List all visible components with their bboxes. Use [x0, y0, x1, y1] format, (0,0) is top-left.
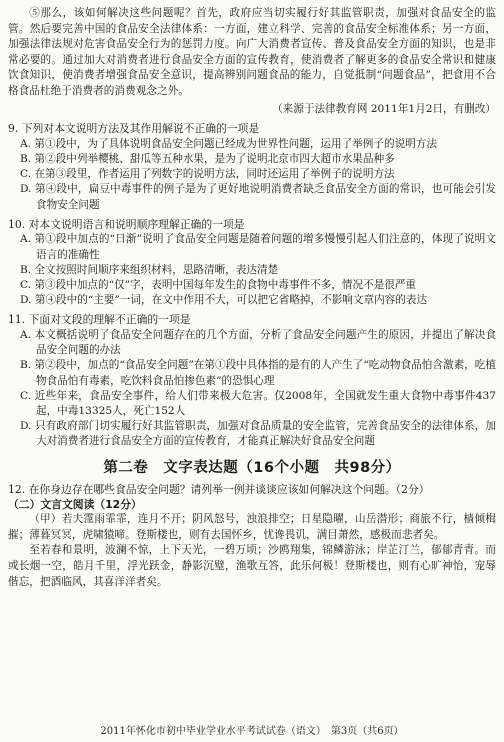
- option-a: A. 第①段中加点的“日渐”说明了食品安全问题是随着问题的增多慢慢引起人们注意的，体现了说明文语言的准确性: [20, 233, 496, 261]
- option-d: D. 只有政府部门切实履行好其监管职责，加强对食品质量的安全监管，完善食品安全的法律体系，加大对消费者进行食品安全方面的宣传教育，才能真正解决好食品安全问题: [20, 420, 496, 448]
- option-a: A. 第①段中，为了具体说明食品安全问题已经成为世界性问题，运用了举例子的说明方法: [20, 137, 437, 150]
- question-12: 12. 在你身边存在哪些食品安全问题？请列举一例并谈谈应该如何解决这个问题。（2分）: [8, 482, 430, 496]
- question-11: [8, 312, 496, 449]
- classical-reading-heading: （二）文言文阅读（12分）: [8, 498, 142, 512]
- passage-source: （来源于法律教育网 2011年1月2日，有删改）: [272, 102, 496, 115]
- question-stem: 11. 下面对文段的理解不正确的一项是: [8, 313, 191, 327]
- option-b: B. 第②段中列举樱桃、甜瓜等五种水果，是为了说明北京市四大超市水果品种多: [20, 152, 395, 165]
- part-2-title: 第二卷 文字表达题（16个小题 共98分）: [103, 459, 401, 476]
- question-10: [8, 217, 496, 309]
- option-d: D. 第④段中，扁豆中毒事件的例子是为了更好地说明消费者缺乏食品安全方面的常识，也可能会引发食物安全问题: [20, 183, 496, 211]
- question-9: [8, 121, 496, 213]
- option-c: C. 在第③段里，作者运用了列数字的说明方法，同时还运用了举例子的说明方法: [20, 168, 395, 181]
- question-stem: 9. 下列对本文说明方法及其作用解说不正确的一项是: [8, 122, 260, 136]
- option-b: B. 第②段中，加点的“食品安全问题”在第①段中具体指的是有的人产生了“吃动物食品怕含激素，吃植物食品怕有毒素，吃饮料食品怕掺色素”的恐惧心理: [20, 359, 496, 387]
- question-stem: 10. 对本文说明语言和说明顺序理解正确的一项是: [8, 217, 245, 231]
- page-footer: 2011年怀化市初中毕业学业水平考试试卷（语文） 第3页（共6页）: [100, 726, 404, 737]
- option-c: C. 第③段中加点的“仅”字，表明中国每年发生的食物中毒事件不多，情况不是很严重: [20, 278, 417, 291]
- option-c: C. 近些年来，食品安全事件，给人们带来极大危害。仅2008年，全国就发生重大食物中毒事件437起，中毒13325人，死亡152人: [20, 389, 496, 417]
- option-b: B. 全文按照时间顺序来组织材料，思路清晰，表达清楚: [20, 263, 279, 276]
- option-d: D. 第④段中的“主要”一词，在文中作用不大，可以把它省略掉，不影响文章内容的表达: [20, 294, 428, 307]
- passage-paragraph-5: ⑤那么，该如何解决这些问题呢？首先，政府应当切实履行好其监管职责，加强对食品安全的监管。然后要完善中国的食品安全法律体系：一方面，建立科学、完善的食品安全标准体系；另一方面，加强法律法规对危害食品安全行为的惩罚力度。向广大消费者宣传、普及食品安全方面的知识，也是非常必要的。通过加大对消费者进行食品安全方面的宣传教育，使消费者了解更多的食品安全常识和健康饮食知识，使消费者增强食品安全意识，提高辨别问题食品的能力，自觉抵制“问题食品”，把食用不合格食品杜绝于消费者的消费观念之外。: [8, 7, 496, 97]
- option-a: A. 本文概括说明了食品安全问题存在的几个方面，分析了食品安全问题产生的原因，并提出了解决食品安全问题的办法: [20, 328, 496, 357]
- classical-text-paragraph: （甲）若夫霪雨霏霏，连月不开；阴风怒号，浊浪排空；日星隐曜，山岳潜形；商旅不行，樯倾楫摧；薄暮冥冥，虎啸猿啼。登斯楼也，则有去国怀乡，忧谗畏讥，满目萧然，感极而悲者矣。: [8, 513, 496, 541]
- classical-text-paragraph: 至若春和景明，波澜不惊，上下天光，一碧万顷；沙鸥翔集，锦鳞游泳；岸芷汀兰，郁郁青青。而或长烟一空，皓月千里，浮光跃金，静影沉璧，渔歌互答，此乐何极！登斯楼也，则有心旷神怡，宠辱偕忘，把酒临风，其喜洋洋者矣。: [8, 544, 496, 588]
